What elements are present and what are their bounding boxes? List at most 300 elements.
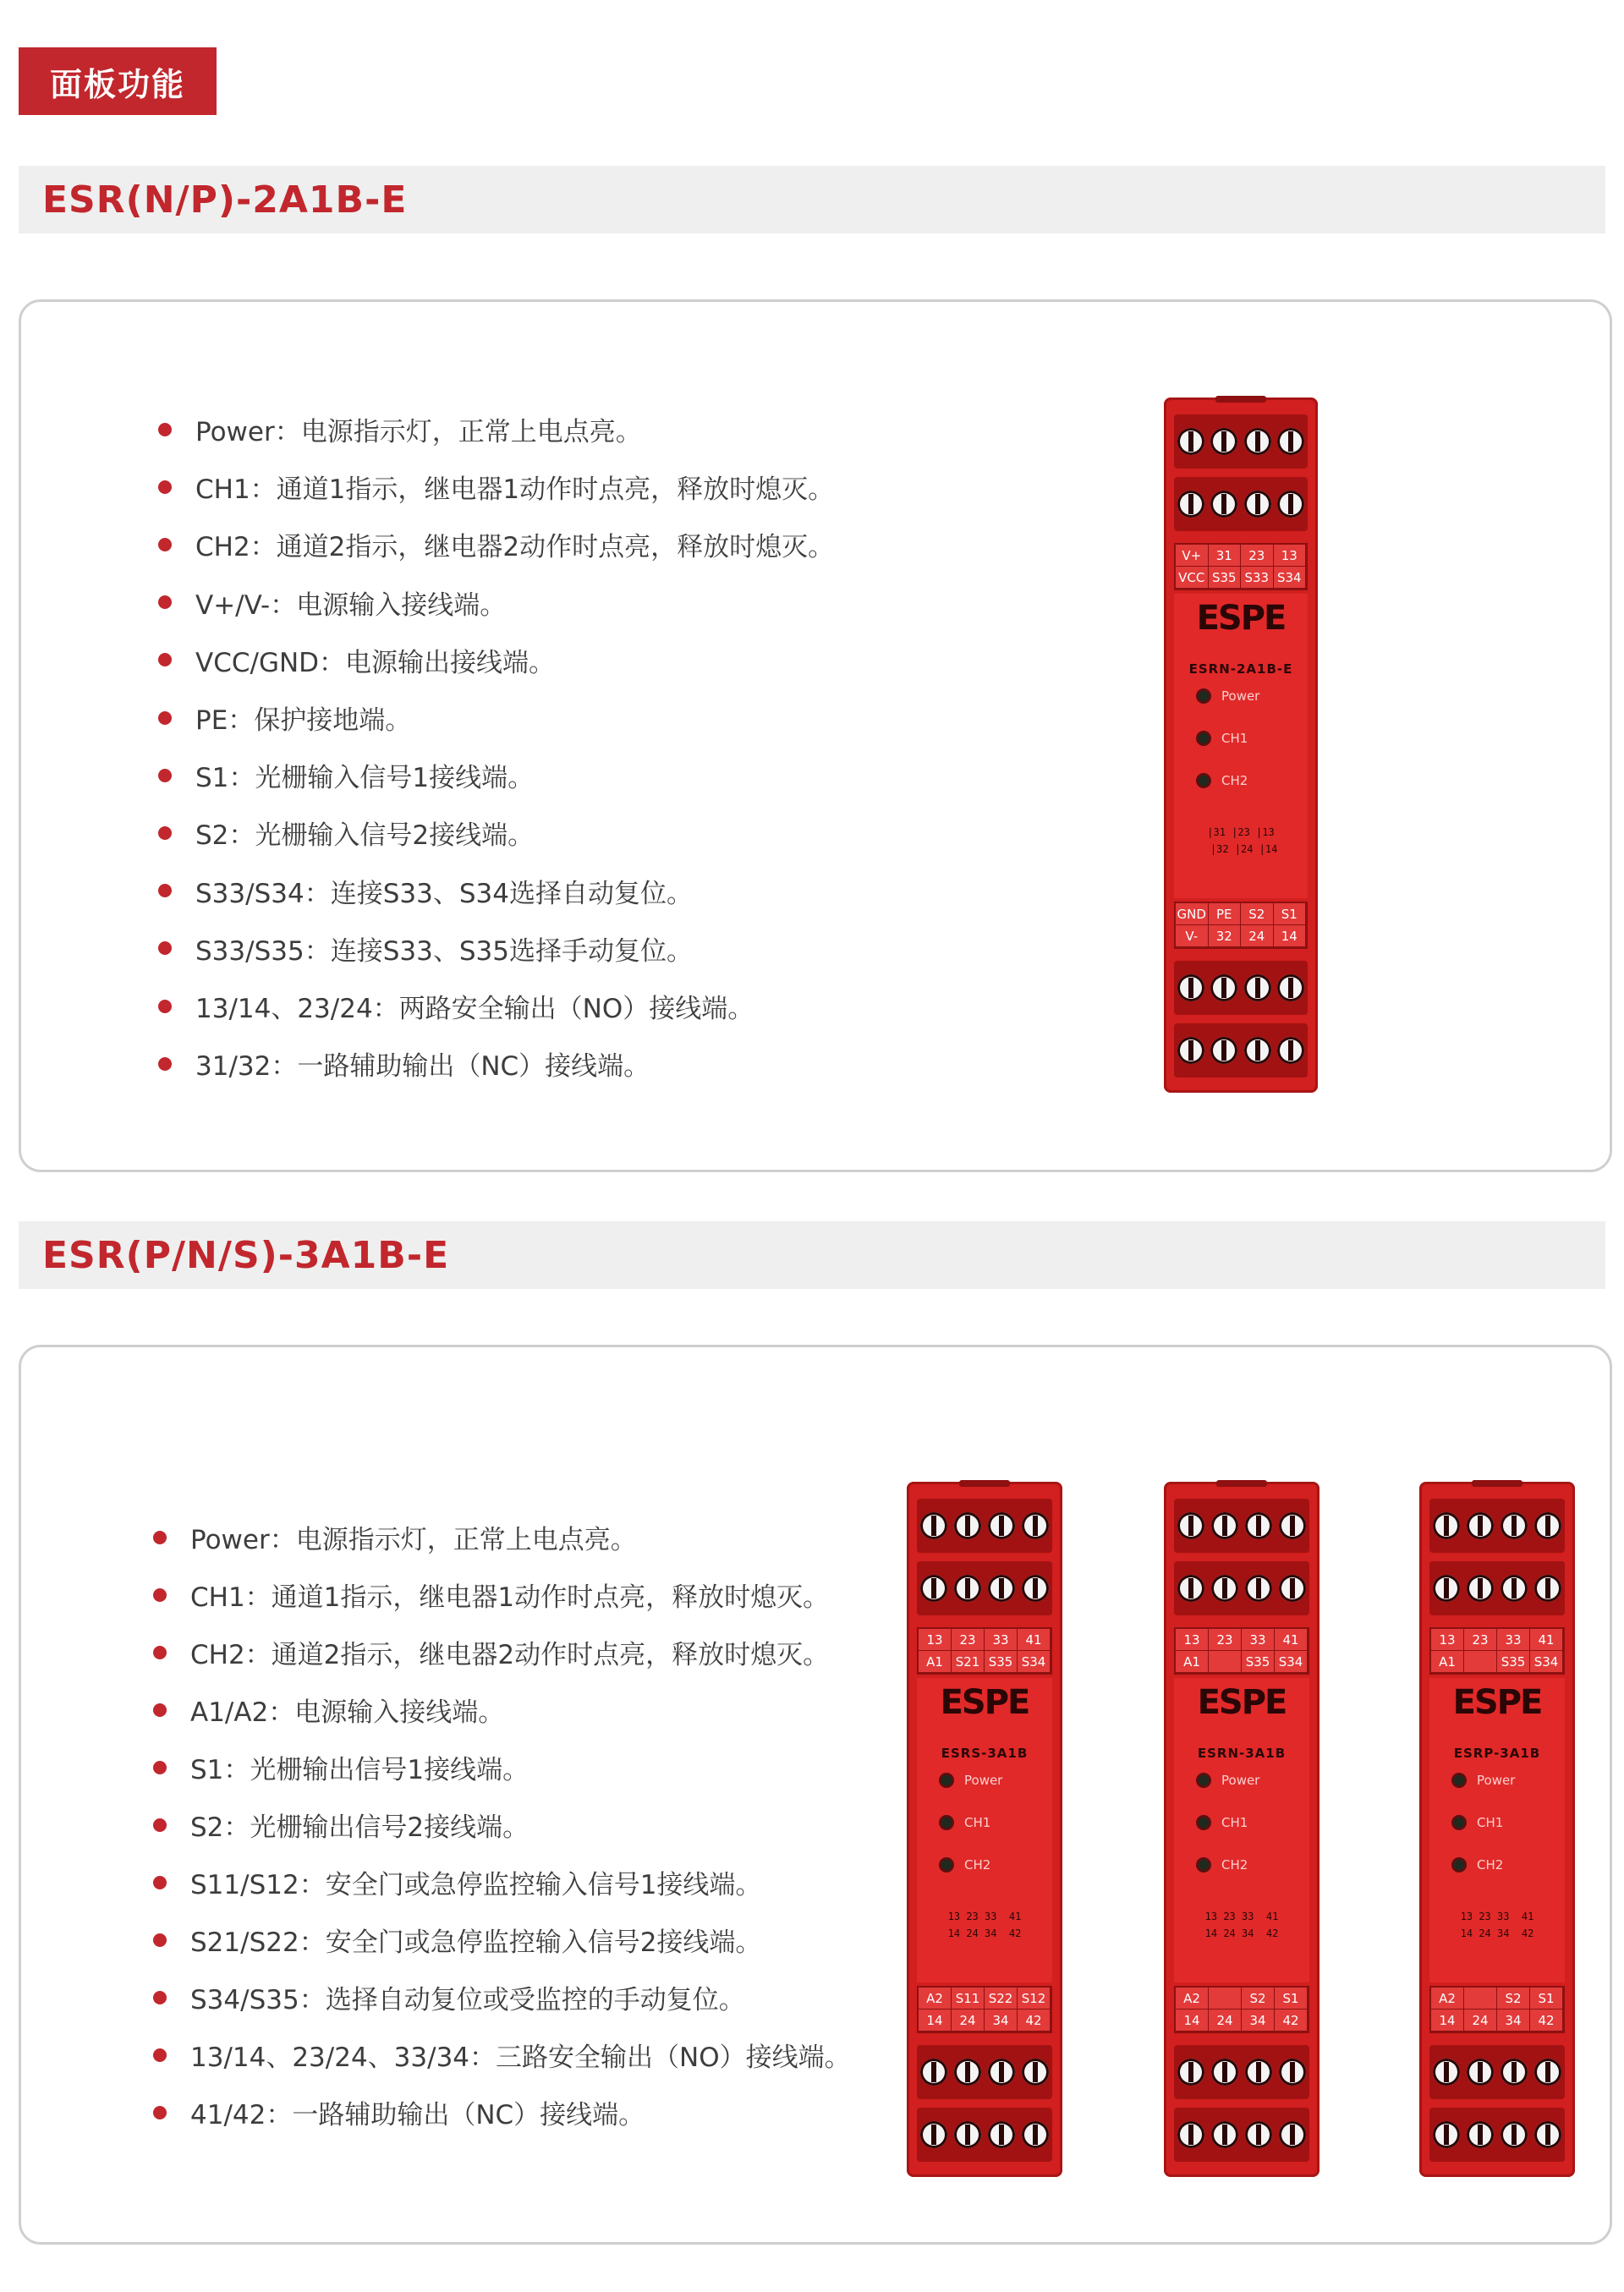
bullet-icon bbox=[158, 595, 172, 609]
terminal-label: S1 bbox=[1275, 1988, 1308, 2010]
bullet-icon bbox=[153, 1531, 167, 1544]
screw-terminal-icon bbox=[1245, 1575, 1272, 1602]
terminal-label: V- bbox=[1176, 925, 1209, 947]
terminal-label: 34 bbox=[1497, 2010, 1530, 2032]
terminal-label: 31 bbox=[1209, 545, 1242, 567]
terminal-label-row bbox=[1176, 1651, 1308, 1673]
led-label: Power bbox=[1221, 1773, 1260, 1788]
terminal-label: 14 bbox=[1431, 2010, 1464, 2032]
din-rail-clip bbox=[1472, 1480, 1522, 1487]
bullet-icon bbox=[158, 480, 172, 494]
terminal-label: 42 bbox=[1275, 2010, 1308, 2032]
feature-text: 13/14、23/24、33/34：三路安全输出（NO）接线端。 bbox=[190, 2043, 851, 2073]
terminal-label: 13 bbox=[1274, 545, 1307, 567]
terminal-label-row bbox=[919, 1629, 1051, 1651]
terminal-block bbox=[1174, 2045, 1309, 2099]
led-label: Power bbox=[1221, 688, 1260, 704]
feature-item bbox=[158, 756, 534, 794]
terminal-label-row bbox=[1431, 2010, 1563, 2032]
screw-terminal-icon bbox=[954, 1512, 981, 1539]
terminal-label-row bbox=[1176, 2010, 1308, 2032]
led-indicator-ch2 bbox=[1451, 1857, 1503, 1873]
terminal-label: A2 bbox=[1176, 1988, 1209, 2010]
bullet-icon bbox=[158, 538, 172, 551]
terminal-label: V+ bbox=[1176, 545, 1209, 567]
terminal-label: S35 bbox=[1209, 567, 1242, 589]
terminal-label: 24 bbox=[952, 2010, 985, 2032]
terminal-label: 23 bbox=[1464, 1629, 1497, 1651]
terminal-label: A1 bbox=[1176, 1651, 1209, 1673]
terminal-label-row bbox=[1431, 1988, 1563, 2010]
terminal-label bbox=[1209, 1988, 1242, 2010]
screw-terminal-icon bbox=[1245, 2121, 1272, 2148]
feature-text: CH2：通道2指示，继电器2动作时点亮，释放时熄灭。 bbox=[195, 532, 835, 563]
screw-terminal-icon bbox=[1211, 2121, 1238, 2148]
terminal-block bbox=[1429, 1561, 1565, 1615]
bullet-icon bbox=[158, 653, 172, 666]
feature-item bbox=[158, 872, 693, 910]
terminal-block bbox=[1174, 414, 1308, 469]
feature-text: 31/32：一路辅助输出（NC）接线端。 bbox=[195, 1051, 650, 1083]
screw-terminal-icon bbox=[1534, 1575, 1561, 1602]
led-icon bbox=[1196, 1773, 1211, 1788]
relay-module bbox=[1419, 1482, 1575, 2177]
led-indicator-ch1 bbox=[1451, 1815, 1503, 1830]
terminal-label: 33 bbox=[985, 1629, 1018, 1651]
terminal-block bbox=[1174, 1023, 1308, 1077]
terminal-label: S34 bbox=[1018, 1651, 1051, 1673]
terminal-block bbox=[1429, 1499, 1565, 1553]
bullet-icon bbox=[158, 711, 172, 725]
device-model: ESRS-3A1B bbox=[941, 1746, 1029, 1761]
terminal-block bbox=[917, 2045, 1052, 2099]
screw-terminal-icon bbox=[920, 2121, 947, 2148]
bullet-icon bbox=[158, 941, 172, 955]
led-indicator-power bbox=[1196, 688, 1259, 704]
screw-terminal-icon bbox=[988, 1575, 1015, 1602]
terminal-label: 24 bbox=[1241, 925, 1274, 947]
screw-terminal-icon bbox=[920, 2059, 947, 2086]
screw-terminal-icon bbox=[1244, 1037, 1271, 1064]
device-model: ESRN-3A1B bbox=[1197, 1746, 1287, 1761]
screw-terminal-icon bbox=[1177, 1575, 1204, 1602]
screw-terminal-icon bbox=[1277, 1037, 1304, 1064]
led-icon bbox=[939, 1815, 954, 1830]
terminal-label bbox=[1209, 1651, 1242, 1673]
led-icon bbox=[939, 1773, 954, 1788]
led-label: CH2 bbox=[964, 1857, 991, 1873]
terminal-label-row bbox=[919, 1651, 1051, 1673]
terminal-label-strip bbox=[917, 1986, 1052, 2033]
feature-item bbox=[158, 987, 754, 1025]
din-rail-clip bbox=[1216, 1480, 1267, 1487]
terminal-label bbox=[1464, 1651, 1497, 1673]
bullet-icon bbox=[153, 1991, 167, 2004]
screw-terminal-icon bbox=[1210, 428, 1237, 455]
screw-terminal-icon bbox=[1534, 2121, 1561, 2148]
screw-terminal-icon bbox=[1177, 428, 1204, 455]
feature-text: A1/A2：电源输入接线端。 bbox=[190, 1697, 505, 1728]
screw-terminal-icon bbox=[954, 1575, 981, 1602]
terminal-block bbox=[1174, 1561, 1309, 1615]
led-icon bbox=[1451, 1815, 1467, 1830]
led-indicator-ch2 bbox=[1196, 1857, 1248, 1873]
feature-text: V+/V-：电源输入接线端。 bbox=[195, 589, 507, 621]
screw-terminal-icon bbox=[1245, 1512, 1272, 1539]
terminal-label: 23 bbox=[952, 1629, 985, 1651]
terminal-label: S1 bbox=[1530, 1988, 1563, 2010]
screw-terminal-icon bbox=[1467, 2059, 1494, 2086]
screw-terminal-icon bbox=[1501, 2059, 1528, 2086]
screw-terminal-icon bbox=[1467, 1512, 1494, 1539]
bullet-icon bbox=[158, 423, 172, 436]
bullet-icon bbox=[153, 1818, 167, 1832]
feature-item bbox=[153, 1691, 504, 1729]
screw-terminal-icon bbox=[988, 2059, 1015, 2086]
screw-terminal-icon bbox=[1022, 1575, 1049, 1602]
bullet-icon bbox=[158, 1000, 172, 1013]
feature-text: 41/42：一路辅助输出（NC）接线端。 bbox=[190, 2100, 645, 2130]
led-label: CH1 bbox=[964, 1815, 991, 1830]
feature-item bbox=[153, 1978, 745, 2016]
feature-text: Power：电源指示灯，正常上电点亮。 bbox=[195, 417, 642, 447]
feature-item bbox=[158, 525, 834, 563]
screw-terminal-icon bbox=[1177, 1512, 1204, 1539]
terminal-label-row bbox=[1176, 1988, 1308, 2010]
page-heading: 面板功能 bbox=[19, 47, 217, 115]
screw-terminal-icon bbox=[1277, 491, 1304, 518]
screw-terminal-icon bbox=[1277, 428, 1304, 455]
terminal-label: S35 bbox=[1497, 1651, 1530, 1673]
contact-schematic: 13 23 33 41 14 24 34 42 bbox=[1204, 1911, 1279, 1939]
screw-terminal-icon bbox=[1022, 2059, 1049, 2086]
espe-logo: ESPE bbox=[1452, 1683, 1542, 1722]
device-model: ESRN-2A1B-E bbox=[1188, 661, 1293, 677]
feature-item bbox=[158, 699, 411, 737]
screw-terminal-icon bbox=[920, 1512, 947, 1539]
feature-text: S33/S34：连接S33、S34选择自动复位。 bbox=[195, 878, 693, 909]
terminal-label: A1 bbox=[1431, 1651, 1464, 1673]
led-indicator-power bbox=[939, 1773, 1002, 1788]
screw-terminal-icon bbox=[1245, 2059, 1272, 2086]
feature-item bbox=[153, 1806, 529, 1844]
feature-item bbox=[153, 1518, 637, 1556]
feature-text: VCC/GND：电源输出接线端。 bbox=[195, 647, 556, 678]
espe-logo: ESPE bbox=[940, 1683, 1029, 1722]
terminal-label: 13 bbox=[1431, 1629, 1464, 1651]
screw-terminal-icon bbox=[1177, 974, 1204, 1001]
bullet-icon bbox=[153, 1588, 167, 1602]
feature-item bbox=[158, 468, 834, 506]
terminal-label bbox=[1464, 1988, 1497, 2010]
terminal-label: S22 bbox=[985, 1988, 1018, 2010]
contact-schematic: 13 23 33 41 14 24 34 42 bbox=[947, 1911, 1022, 1939]
relay-module bbox=[907, 1482, 1062, 2177]
bullet-icon bbox=[158, 769, 172, 782]
terminal-block bbox=[1174, 2108, 1309, 2162]
led-indicator-ch1 bbox=[1196, 731, 1248, 746]
feature-item bbox=[158, 814, 534, 852]
terminal-label: 23 bbox=[1241, 545, 1274, 567]
contact-schematic: 13 23 33 41 14 24 34 42 bbox=[1460, 1911, 1534, 1939]
screw-terminal-icon bbox=[988, 2121, 1015, 2148]
feature-item bbox=[158, 584, 506, 622]
screw-terminal-icon bbox=[1177, 2121, 1204, 2148]
din-rail-clip bbox=[1215, 396, 1266, 403]
terminal-label: S21 bbox=[952, 1651, 985, 1673]
terminal-label-strip bbox=[917, 1627, 1052, 1675]
contact-schematic: |31 |23 |13 |32 |24 |14 bbox=[1207, 826, 1278, 855]
screw-terminal-icon bbox=[1210, 1037, 1237, 1064]
screw-terminal-icon bbox=[1501, 1512, 1528, 1539]
terminal-label: 33 bbox=[1497, 1629, 1530, 1651]
feature-text: CH1：通道1指示，继电器1动作时点亮，释放时熄灭。 bbox=[195, 474, 835, 506]
terminal-label: 23 bbox=[1209, 1629, 1242, 1651]
terminal-label: 13 bbox=[919, 1629, 952, 1651]
feature-text: S2：光栅输入信号2接线端。 bbox=[195, 820, 535, 852]
screw-terminal-icon bbox=[1433, 1512, 1460, 1539]
screw-terminal-icon bbox=[1534, 1512, 1561, 1539]
feature-item bbox=[158, 641, 555, 679]
feature-text: Power：电源指示灯，正常上电点亮。 bbox=[190, 1525, 637, 1555]
relay-module bbox=[1164, 398, 1318, 1093]
feature-text: 13/14、23/24：两路安全输出（NO）接线端。 bbox=[195, 994, 754, 1024]
led-indicator-ch1 bbox=[1196, 1815, 1248, 1830]
screw-terminal-icon bbox=[1210, 974, 1237, 1001]
terminal-label-strip bbox=[1429, 1627, 1565, 1675]
terminal-label: VCC bbox=[1176, 567, 1209, 589]
led-label: CH1 bbox=[1221, 1815, 1248, 1830]
led-label: CH2 bbox=[1221, 1857, 1248, 1873]
feature-item bbox=[158, 929, 693, 968]
screw-terminal-icon bbox=[1501, 2121, 1528, 2148]
terminal-label: A2 bbox=[919, 1988, 952, 2010]
terminal-label: 13 bbox=[1176, 1629, 1209, 1651]
terminal-label: S2 bbox=[1497, 1988, 1530, 2010]
led-indicator-ch2 bbox=[939, 1857, 990, 1873]
bullet-icon bbox=[153, 1703, 167, 1717]
terminal-label: S2 bbox=[1242, 1988, 1275, 2010]
bullet-icon bbox=[153, 1933, 167, 1947]
feature-item bbox=[153, 1748, 529, 1786]
led-icon bbox=[1451, 1773, 1467, 1788]
screw-terminal-icon bbox=[1433, 2059, 1460, 2086]
terminal-label: 42 bbox=[1018, 2010, 1051, 2032]
screw-terminal-icon bbox=[1211, 1512, 1238, 1539]
front-panel bbox=[1174, 1678, 1309, 1982]
terminal-block bbox=[917, 2108, 1052, 2162]
led-icon bbox=[1196, 731, 1211, 746]
terminal-label-strip bbox=[1174, 1986, 1309, 2033]
feature-text: CH2：通道2指示，继电器2动作时点亮，释放时熄灭。 bbox=[190, 1640, 830, 1670]
bullet-icon bbox=[153, 2048, 167, 2062]
terminal-label: 32 bbox=[1209, 925, 1242, 947]
bullet-icon bbox=[158, 1057, 172, 1071]
screw-terminal-icon bbox=[1279, 1575, 1306, 1602]
screw-terminal-icon bbox=[988, 1512, 1015, 1539]
screw-terminal-icon bbox=[1534, 2059, 1561, 2086]
terminal-label-row bbox=[1176, 925, 1306, 947]
led-label: Power bbox=[1477, 1773, 1516, 1788]
bullet-icon bbox=[153, 1876, 167, 1889]
terminal-block bbox=[917, 1499, 1052, 1553]
terminal-block bbox=[1429, 2108, 1565, 2162]
feature-item bbox=[153, 1633, 829, 1671]
front-panel bbox=[1174, 594, 1308, 898]
terminal-label: 41 bbox=[1275, 1629, 1308, 1651]
front-panel bbox=[1429, 1678, 1565, 1982]
terminal-label: 34 bbox=[1242, 2010, 1275, 2032]
screw-terminal-icon bbox=[1177, 2059, 1204, 2086]
terminal-block bbox=[1174, 477, 1308, 531]
led-icon bbox=[1196, 688, 1211, 704]
terminal-block bbox=[1429, 2045, 1565, 2099]
screw-terminal-icon bbox=[1279, 2059, 1306, 2086]
screw-terminal-icon bbox=[1433, 1575, 1460, 1602]
terminal-label: 33 bbox=[1242, 1629, 1275, 1651]
screw-terminal-icon bbox=[954, 2059, 981, 2086]
terminal-label: 34 bbox=[985, 2010, 1018, 2032]
terminal-label-strip bbox=[1174, 902, 1308, 949]
terminal-label-row bbox=[1176, 903, 1306, 925]
terminal-label: 42 bbox=[1530, 2010, 1563, 2032]
screw-terminal-icon bbox=[1279, 1512, 1306, 1539]
led-indicator-power bbox=[1451, 1773, 1515, 1788]
panel-3a1b bbox=[19, 1345, 1612, 2245]
terminal-label-row bbox=[1176, 567, 1306, 589]
terminal-label-row bbox=[919, 1988, 1051, 2010]
terminal-label: 24 bbox=[1209, 2010, 1242, 2032]
terminal-label-strip bbox=[1174, 1627, 1309, 1675]
terminal-block bbox=[1174, 1499, 1309, 1553]
feature-text: S1：光栅输出信号1接线端。 bbox=[190, 1755, 529, 1785]
screw-terminal-icon bbox=[920, 1575, 947, 1602]
led-label: Power bbox=[964, 1773, 1003, 1788]
bullet-icon bbox=[158, 826, 172, 840]
section-title-2a1b: ESR(N/P)-2A1B-E bbox=[19, 166, 1605, 233]
feature-item bbox=[158, 1045, 650, 1083]
terminal-label: 24 bbox=[1464, 2010, 1497, 2032]
screw-terminal-icon bbox=[1244, 974, 1271, 1001]
led-label: CH1 bbox=[1221, 731, 1248, 746]
screw-terminal-icon bbox=[1210, 491, 1237, 518]
screw-terminal-icon bbox=[1277, 974, 1304, 1001]
led-icon bbox=[1451, 1857, 1467, 1873]
screw-terminal-icon bbox=[1467, 1575, 1494, 1602]
screw-terminal-icon bbox=[1244, 428, 1271, 455]
terminal-label: S35 bbox=[985, 1651, 1018, 1673]
terminal-label: S11 bbox=[952, 1988, 985, 2010]
espe-logo: ESPE bbox=[1197, 1683, 1287, 1722]
terminal-label-row bbox=[1176, 545, 1306, 567]
led-label: CH2 bbox=[1477, 1857, 1504, 1873]
led-label: CH1 bbox=[1477, 1815, 1504, 1830]
screw-terminal-icon bbox=[1279, 2121, 1306, 2148]
terminal-label: 14 bbox=[1176, 2010, 1209, 2032]
terminal-label: S35 bbox=[1242, 1651, 1275, 1673]
screw-terminal-icon bbox=[1177, 1037, 1204, 1064]
terminal-label: 41 bbox=[1018, 1629, 1051, 1651]
led-indicator-ch1 bbox=[939, 1815, 990, 1830]
device-model: ESRP-3A1B bbox=[1453, 1746, 1541, 1761]
espe-logo: ESPE bbox=[1196, 599, 1286, 638]
terminal-label: S1 bbox=[1274, 903, 1307, 925]
led-indicator-ch2 bbox=[1196, 773, 1248, 788]
panel-2a1b bbox=[19, 299, 1612, 1172]
led-label: CH2 bbox=[1221, 773, 1248, 788]
terminal-label: 14 bbox=[919, 2010, 952, 2032]
feature-text: S33/S35：连接S33、S35选择手动复位。 bbox=[195, 935, 693, 967]
feature-item bbox=[153, 1863, 761, 1901]
screw-terminal-icon bbox=[1433, 2121, 1460, 2148]
feature-item bbox=[158, 410, 642, 448]
feature-text: S2：光栅输出信号2接线端。 bbox=[190, 1812, 529, 1843]
terminal-label: S2 bbox=[1241, 903, 1274, 925]
feature-text: CH1：通道1指示，继电器1动作时点亮，释放时熄灭。 bbox=[190, 1582, 830, 1613]
bullet-icon bbox=[153, 1761, 167, 1774]
terminal-label-strip bbox=[1429, 1986, 1565, 2033]
screw-terminal-icon bbox=[1022, 2121, 1049, 2148]
bullet-icon bbox=[158, 884, 172, 897]
terminal-label: 41 bbox=[1530, 1629, 1563, 1651]
relay-module bbox=[1164, 1482, 1320, 2177]
led-icon bbox=[939, 1857, 954, 1873]
terminal-label: A2 bbox=[1431, 1988, 1464, 2010]
front-panel bbox=[917, 1678, 1052, 1982]
screw-terminal-icon bbox=[1211, 2059, 1238, 2086]
terminal-block bbox=[917, 1561, 1052, 1615]
led-icon bbox=[1196, 773, 1211, 788]
terminal-label-row bbox=[1431, 1651, 1563, 1673]
terminal-label: GND bbox=[1176, 903, 1209, 925]
section-title-3a1b: ESR(P/N/S)-3A1B-E bbox=[19, 1221, 1605, 1289]
feature-text: PE：保护接地端。 bbox=[195, 705, 412, 736]
led-indicator-power bbox=[1196, 1773, 1259, 1788]
led-icon bbox=[1196, 1857, 1211, 1873]
feature-text: S21/S22：安全门或急停监控输入信号2接线端。 bbox=[190, 1927, 762, 1958]
screw-terminal-icon bbox=[1022, 1512, 1049, 1539]
terminal-label-row bbox=[1176, 1629, 1308, 1651]
screw-terminal-icon bbox=[1177, 491, 1204, 518]
screw-terminal-icon bbox=[1501, 1575, 1528, 1602]
feature-item bbox=[153, 1921, 761, 1959]
terminal-label: S34 bbox=[1275, 1651, 1308, 1673]
terminal-label-strip bbox=[1174, 543, 1308, 590]
terminal-label-row bbox=[1431, 1629, 1563, 1651]
din-rail-clip bbox=[959, 1480, 1010, 1487]
bullet-icon bbox=[153, 1646, 167, 1659]
terminal-label-row bbox=[919, 2010, 1051, 2032]
terminal-label: S33 bbox=[1241, 567, 1274, 589]
terminal-label: S12 bbox=[1018, 1988, 1051, 2010]
terminal-label: S34 bbox=[1530, 1651, 1563, 1673]
terminal-label: 14 bbox=[1274, 925, 1307, 947]
feature-text: S11/S12：安全门或急停监控输入信号1接线端。 bbox=[190, 1870, 762, 1900]
screw-terminal-icon bbox=[954, 2121, 981, 2148]
feature-item bbox=[153, 2036, 851, 2074]
led-icon bbox=[1196, 1815, 1211, 1830]
bullet-icon bbox=[153, 2106, 167, 2119]
terminal-label: PE bbox=[1209, 903, 1242, 925]
feature-item bbox=[153, 1576, 829, 1614]
terminal-label: S34 bbox=[1274, 567, 1307, 589]
screw-terminal-icon bbox=[1244, 491, 1271, 518]
terminal-label: A1 bbox=[919, 1651, 952, 1673]
terminal-block bbox=[1174, 961, 1308, 1015]
feature-text: S34/S35：选择自动复位或受监控的手动复位。 bbox=[190, 1985, 745, 2015]
screw-terminal-icon bbox=[1467, 2121, 1494, 2148]
feature-item bbox=[153, 2093, 645, 2131]
